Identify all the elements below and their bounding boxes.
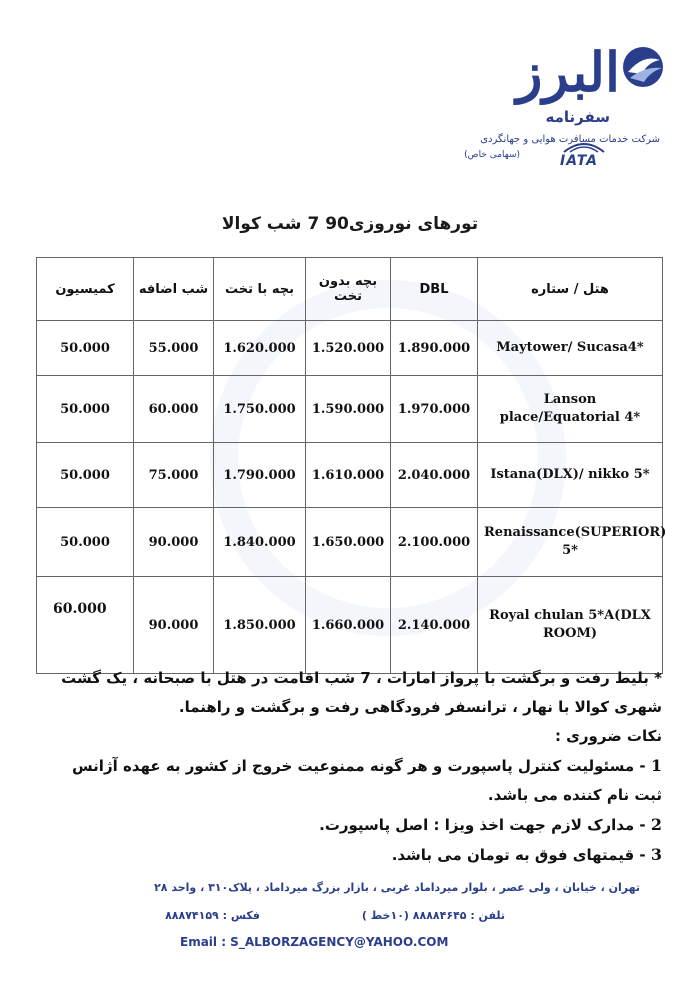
extra-night-cell: 60.000	[134, 376, 214, 443]
child-with-bed-cell: 1.750.000	[214, 376, 306, 443]
globe-wing-icon	[620, 44, 666, 90]
commission-cell: 50.000	[37, 443, 134, 508]
note-item-1	[40, 751, 662, 810]
child-with-bed-cell: 1.620.000	[214, 321, 306, 376]
page-title: تورهای نوروزی90 7 شب کوالا	[221, 214, 479, 234]
note-text: - مدارک لازم جهت اخذ ویزا : اصل پاسپورت.	[319, 816, 646, 834]
dbl-cell: 1.890.000	[391, 321, 478, 376]
hotel-cell: Renaissance(SUPERIOR) 5*	[478, 508, 663, 577]
extra-night-cell: 90.000	[134, 508, 214, 577]
child-with-bed-cell: 1.840.000	[214, 508, 306, 577]
hotel-cell: Lanson place/Equatorial 4*	[478, 376, 663, 443]
dbl-cell: 2.040.000	[391, 443, 478, 508]
tour-notes	[40, 664, 662, 870]
child-no-bed-cell: 1.660.000	[306, 577, 391, 674]
header-child-with-bed: بچه با تخت	[214, 258, 306, 321]
child-no-bed-cell: 1.610.000	[306, 443, 391, 508]
table-row	[37, 577, 663, 674]
hotel-cell: Maytower/ Sucasa4*	[478, 321, 663, 376]
company-type: (سهامی خاص)	[464, 150, 520, 160]
child-no-bed-cell: 1.590.000	[306, 376, 391, 443]
iata-label: IATA	[560, 153, 599, 169]
table-row	[37, 376, 663, 443]
brand-name: البرز	[516, 40, 620, 104]
hotel-cell: Royal chulan 5*A(DLX ROOM)	[478, 577, 663, 674]
table-row	[37, 321, 663, 376]
note-number: 2	[650, 815, 662, 834]
extra-night-cell: 90.000	[134, 577, 214, 674]
dbl-cell: 1.970.000	[391, 376, 478, 443]
child-with-bed-cell: 1.790.000	[214, 443, 306, 508]
commission-cell: 50.000	[37, 376, 134, 443]
commission-cell: 50.000	[37, 508, 134, 577]
child-no-bed-cell: 1.520.000	[306, 321, 391, 376]
footer-address: تهران ، خیابان ، ولی عصر ، بلوار میرداماد غربی ، بازار بزرگ میرداماد ، پلاک۳۱۰ ، واحد ۲۸	[154, 881, 640, 894]
header-hotel: هتل / ستاره	[478, 258, 663, 321]
footer-phone: تلفن : ۸۸۸۸۴۶۴۵ (۱۰خط )	[361, 909, 505, 922]
note-text: - مسئولیت کنترل پاسپورت و هر گونه ممنوعیت خروج از کشور به عهده آژانس ثبت نام کننده می باشد.	[71, 757, 662, 804]
iata-logo	[550, 138, 618, 172]
note-number: 3	[650, 845, 662, 864]
note-item-2	[40, 810, 662, 840]
price-table	[36, 257, 667, 674]
note-text: - قیمتهای فوق به تومان می باشد.	[391, 846, 646, 864]
header-commission: کمیسیون	[37, 258, 134, 321]
header-extra-night: شب اضافه	[134, 258, 214, 321]
notes-heading: نکات ضروری :	[554, 727, 662, 745]
dbl-cell: 2.100.000	[391, 508, 478, 577]
extra-night-cell: 75.000	[134, 443, 214, 508]
note-item-3	[40, 840, 662, 870]
table-row	[37, 508, 663, 577]
header-child-no-bed: بچه بدون تخت	[306, 258, 391, 321]
commission-cell: 60.000	[37, 577, 134, 674]
footer-email: Email : S_ALBORZAGENCY@YAHOO.COM	[180, 935, 449, 949]
footer-fax: فکس : ۸۸۸۷۴۱۵۹	[165, 909, 260, 922]
table-row	[37, 443, 663, 508]
notes-intro: * بلیط رفت و برگشت با پرواز امارات ، 7 شب اقامت در هتل با صبحانه ، یک گشت شهری کوالا با نهار ، ترانسفر فرودگاهی رفت و برگشت و راهنما.	[61, 669, 662, 716]
child-no-bed-cell: 1.650.000	[306, 508, 391, 577]
company-name: شرکت خدمات مسافرت هوایی و جهانگردی	[480, 134, 660, 145]
extra-night-cell: 55.000	[134, 321, 214, 376]
commission-cell: 50.000	[37, 321, 134, 376]
dbl-cell: 2.140.000	[391, 577, 478, 674]
note-number: 1	[650, 756, 662, 775]
sub-brand: سفرنامه	[545, 108, 610, 126]
header-dbl: DBL	[391, 258, 478, 321]
table-header-row	[37, 258, 663, 321]
child-with-bed-cell: 1.850.000	[214, 577, 306, 674]
hotel-cell: Istana(DLX)/ nikko 5*	[478, 443, 663, 508]
